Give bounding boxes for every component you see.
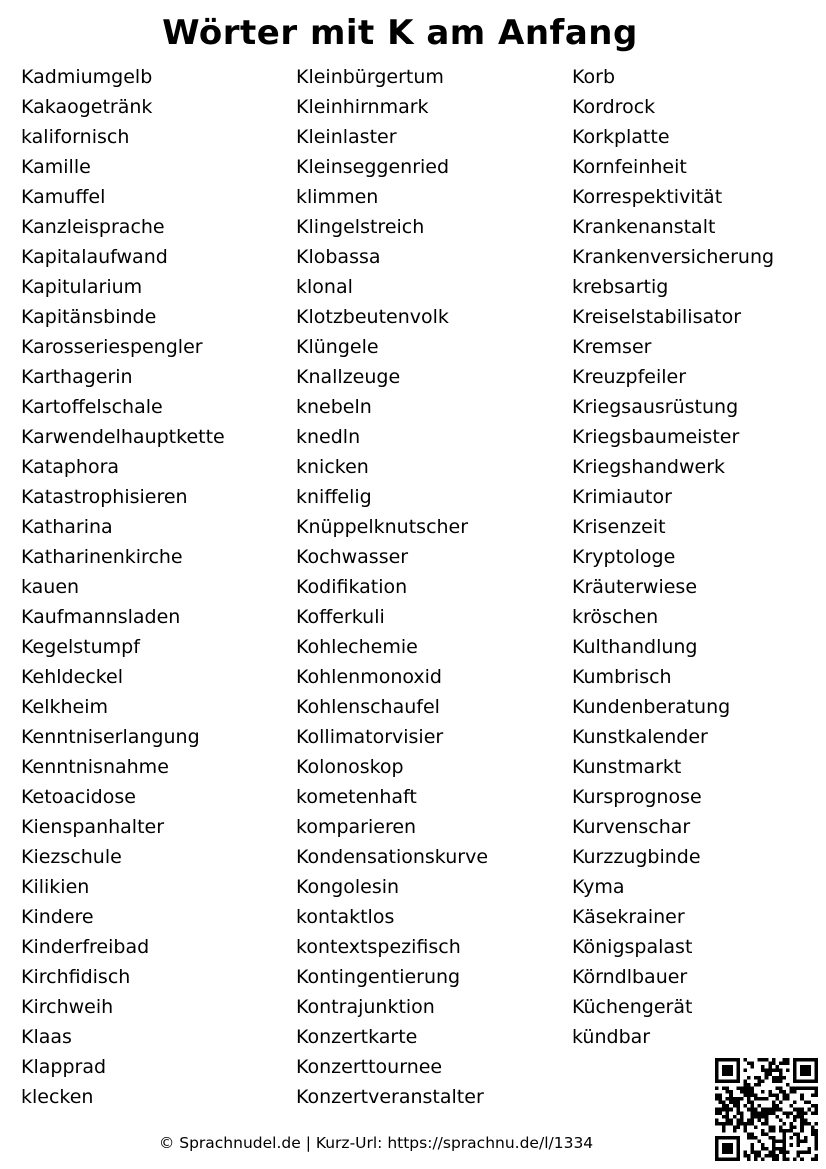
word-list-item: Korb xyxy=(572,66,616,88)
word-list-item: Kleinbürgertum xyxy=(296,66,444,88)
word-list-item: knebeln xyxy=(296,396,372,418)
word-list-item: kauen xyxy=(21,576,80,598)
word-list-item: Kumbrisch xyxy=(572,666,672,688)
word-list-item: Krisenzeit xyxy=(572,516,666,538)
word-list-item: Kakaogetränk xyxy=(21,96,153,118)
word-list-item: Kiezschule xyxy=(21,846,122,868)
word-list-item: Klapprad xyxy=(21,1056,107,1078)
word-list-item: Kleinseggenried xyxy=(296,156,450,178)
word-list-item: Kulthandlung xyxy=(572,636,698,658)
word-list-item: Kontrajunktion xyxy=(296,996,435,1018)
word-list-item: klonal xyxy=(296,276,353,298)
word-list-item: Kräuterwiese xyxy=(572,576,698,598)
footer-copyright: © Sprachnudel.de | Kurz-Url: https://sprachnu.de/l/1334 xyxy=(158,1134,594,1152)
word-list-item: komparieren xyxy=(296,816,417,838)
word-list-item: kröschen xyxy=(572,606,659,628)
word-list-item: Kunstmarkt xyxy=(572,756,682,778)
word-list-item: Kenntnisnahme xyxy=(21,756,169,778)
word-list-item: knedln xyxy=(296,426,361,448)
word-list-item: Kriegsbaumeister xyxy=(572,426,740,448)
word-list-item: Königspalast xyxy=(572,936,693,958)
word-list-item: Konzertveranstalter xyxy=(296,1086,484,1108)
qr-code-icon[interactable] xyxy=(715,1058,818,1161)
word-list-item: Kindere xyxy=(21,906,94,928)
word-list-item: Kornfeinheit xyxy=(572,156,687,178)
word-list-item: Kordrock xyxy=(572,96,656,118)
word-list-item: Knallzeuge xyxy=(296,366,401,388)
word-list-item: knicken xyxy=(296,456,369,478)
word-column-1 xyxy=(21,62,225,1112)
word-list-item: Knüppelknutscher xyxy=(296,516,469,538)
word-list-item: Körndlbauer xyxy=(572,966,688,988)
word-list-item: Kolonoskop xyxy=(296,756,404,778)
word-list-item: Kondensationskurve xyxy=(296,846,489,868)
word-list-item: Kartoffelschale xyxy=(21,396,163,418)
word-list-item: Küchengerät xyxy=(572,996,693,1018)
word-list-item: Kadmiumgelb xyxy=(21,66,153,88)
word-list-item: kontaktlos xyxy=(296,906,395,928)
word-list-item: Klingelstreich xyxy=(296,216,425,238)
word-list-item: krebsartig xyxy=(572,276,669,298)
word-list-item: Karthagerin xyxy=(21,366,133,388)
word-list-item: Kreiselstabilisator xyxy=(572,306,742,328)
word-list-item: Kapitularium xyxy=(21,276,143,298)
word-list-item: Kilikien xyxy=(21,876,90,898)
word-column-3 xyxy=(572,62,774,1052)
word-list-item: Klotzbeutenvolk xyxy=(296,306,449,328)
word-list-item: Kleinlaster xyxy=(296,126,397,148)
word-list-item: Kirchfidisch xyxy=(21,966,131,988)
word-list-item: Kapitalaufwand xyxy=(21,246,168,268)
word-list-item: Kamuffel xyxy=(21,186,106,208)
word-list-item: klecken xyxy=(21,1086,94,1108)
word-list-item: Krankenanstalt xyxy=(572,216,716,238)
word-list-item: Kohlenmonoxid xyxy=(296,666,442,688)
word-list-item: Kollimatorvisier xyxy=(296,726,444,748)
word-list-item: Kodifikation xyxy=(296,576,408,598)
word-list-item: Karosseriespengler xyxy=(21,336,203,358)
word-list-item: Korrespektivität xyxy=(572,186,723,208)
word-list-item: Korkplatte xyxy=(572,126,670,148)
word-list-item: Kleinhirnmark xyxy=(296,96,429,118)
page-title: Wörter mit K am Anfang xyxy=(162,13,638,53)
word-list-item: Kundenberatung xyxy=(572,696,731,718)
word-list-item: Kunstkalender xyxy=(572,726,708,748)
word-list-item: Kirchweih xyxy=(21,996,114,1018)
word-list-item: Kelkheim xyxy=(21,696,109,718)
word-list-item: Kursprognose xyxy=(572,786,702,808)
word-list-item: Käsekrainer xyxy=(572,906,685,928)
word-list-item: Kriegshandwerk xyxy=(572,456,726,478)
word-list-item: kometenhaft xyxy=(296,786,417,808)
word-list-item: kündbar xyxy=(572,1026,651,1048)
word-list-item: Kriegsausrüstung xyxy=(572,396,739,418)
word-list-item: Katharina xyxy=(21,516,113,538)
word-list-item: Kreuzpfeiler xyxy=(572,366,687,388)
word-list-item: Kehldeckel xyxy=(21,666,124,688)
word-list-item: Kofferkuli xyxy=(296,606,385,628)
word-list-item: Kongolesin xyxy=(296,876,400,898)
word-list-item: Kohlenschaufel xyxy=(296,696,440,718)
word-list-item: Kaufmannsladen xyxy=(21,606,181,628)
word-list-item: Katastrophisieren xyxy=(21,486,188,508)
word-list-item: Karwendelhauptkette xyxy=(21,426,225,448)
word-list-item: Kanzleisprache xyxy=(21,216,165,238)
word-list-item: Kinderfreibad xyxy=(21,936,150,958)
word-list-item: Klüngele xyxy=(296,336,379,358)
word-list-item: Kamille xyxy=(21,156,91,178)
word-list-item: Kohlechemie xyxy=(296,636,418,658)
word-list-item: Klobassa xyxy=(296,246,381,268)
word-list-item: Kataphora xyxy=(21,456,120,478)
word-list-item: Katharinenkirche xyxy=(21,546,183,568)
word-list-item: Klaas xyxy=(21,1026,72,1048)
word-list-item: kontextspezifisch xyxy=(296,936,461,958)
word-list-item: Kegelstumpf xyxy=(21,636,140,658)
word-list-item: Krankenversicherung xyxy=(572,246,775,268)
word-list-item: Kochwasser xyxy=(296,546,409,568)
word-list-item: klimmen xyxy=(296,186,379,208)
word-list-item: kniffelig xyxy=(296,486,372,508)
word-list-item: Kurvenschar xyxy=(572,816,691,838)
word-list-item: Kurzzugbinde xyxy=(572,846,701,868)
word-list-item: Kryptologe xyxy=(572,546,676,568)
word-list-item: Kapitänsbinde xyxy=(21,306,157,328)
word-list-item: kalifornisch xyxy=(21,126,130,148)
word-list-item: Konzertkarte xyxy=(296,1026,418,1048)
word-list-item: Kontingentierung xyxy=(296,966,461,988)
word-list-item: Kremser xyxy=(572,336,652,358)
word-list-item: Kienspanhalter xyxy=(21,816,165,838)
word-list-item: Kenntniserlangung xyxy=(21,726,200,748)
word-list-item: Konzerttournee xyxy=(296,1056,443,1078)
word-list-item: Ketoacidose xyxy=(21,786,136,808)
word-list-item: Krimiautor xyxy=(572,486,672,508)
word-list-item: Kyma xyxy=(572,876,625,898)
word-column-2 xyxy=(296,62,488,1112)
